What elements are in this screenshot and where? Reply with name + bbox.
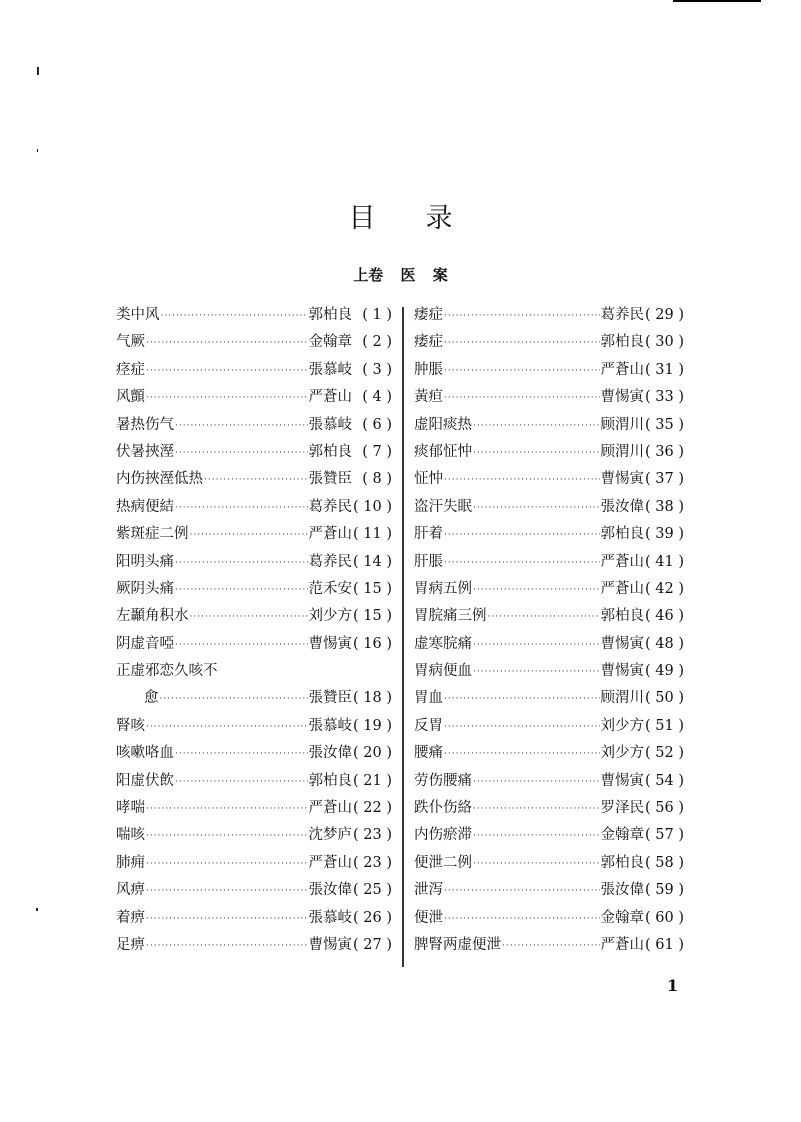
toc-topic: 厥阴头痛	[116, 580, 174, 597]
toc-entry	[414, 769, 684, 796]
toc-author: 严蒼山	[308, 854, 352, 871]
toc-topic: 肿脹	[414, 361, 443, 378]
table-of-contents	[116, 303, 686, 967]
toc-author: 严蒼山	[308, 800, 352, 817]
toc-author: 沈梦庐	[308, 827, 352, 844]
toc-topic: 气厥	[116, 334, 145, 351]
dot-leader	[444, 694, 600, 704]
dot-leader	[444, 914, 600, 924]
scan-edge-bar	[673, 0, 761, 2]
toc-page-ref: ( 16 )	[353, 635, 392, 652]
toc-author: 郭柏良	[308, 443, 352, 460]
toc-entry	[116, 550, 392, 577]
dot-leader	[175, 585, 308, 595]
toc-page-ref: ( 38 )	[645, 498, 684, 515]
toc-author: 严蒼山	[308, 526, 352, 543]
toc-topic: 痿症	[414, 334, 443, 351]
toc-page-ref: ( 31 )	[645, 361, 684, 378]
dot-leader	[473, 585, 600, 595]
toc-topic: 足痹	[116, 936, 145, 953]
page-number: 1	[667, 976, 679, 995]
toc-entry	[116, 714, 392, 741]
toc-topic: 黃疸	[414, 389, 443, 406]
toc-entry	[414, 440, 684, 467]
toc-topic: 阳虚伏飲	[116, 772, 174, 789]
toc-topic: 反胃	[414, 717, 443, 734]
toc-entry	[414, 330, 684, 357]
toc-entry	[116, 659, 392, 686]
toc-page-ref: ( 54 )	[645, 772, 684, 789]
toc-page-ref: ( 3 )	[362, 361, 392, 378]
toc-entry	[116, 467, 392, 494]
toc-topic: 痉症	[116, 361, 145, 378]
toc-page-ref: ( 61 )	[645, 936, 684, 953]
toc-page-ref: ( 50 )	[645, 690, 684, 707]
section-name-2: 案	[432, 266, 448, 284]
toc-author: 曹惕寅	[600, 663, 644, 680]
toc-topic: 脾腎两虚便泄	[414, 936, 501, 953]
toc-author: 葛养民	[600, 307, 644, 323]
toc-author: 金翰章	[308, 334, 352, 351]
dot-leader	[444, 393, 600, 403]
dot-leader	[502, 941, 600, 951]
toc-author: 刘少方	[600, 717, 644, 734]
dot-leader	[444, 338, 600, 348]
toc-topic: 盗汗失眠	[414, 498, 472, 515]
toc-topic: 阴虚音啞	[116, 635, 174, 652]
toc-page-ref: ( 27 )	[353, 936, 392, 953]
toc-author: 严蒼山	[308, 389, 352, 406]
toc-page-ref: ( 46 )	[645, 608, 684, 625]
toc-entry	[116, 577, 392, 604]
toc-entry	[414, 550, 684, 577]
toc-page-ref: ( 25 )	[353, 882, 392, 899]
toc-page-ref: ( 56 )	[645, 800, 684, 817]
toc-topic: 肝脹	[414, 553, 443, 570]
toc-author: 曹惕寅	[600, 635, 644, 652]
toc-right-column	[414, 303, 684, 967]
toc-page-ref: ( 60 )	[645, 909, 684, 926]
toc-page-ref: ( 20 )	[353, 745, 392, 762]
toc-page-ref: ( 1 )	[362, 307, 392, 323]
dot-leader	[444, 475, 600, 485]
toc-author: 曹惕寅	[600, 471, 644, 488]
toc-author: 葛养民	[308, 498, 352, 515]
dot-leader	[444, 311, 600, 321]
toc-topic: 痿症	[414, 307, 443, 323]
toc-author: 郭柏良	[600, 334, 644, 351]
dot-leader	[146, 393, 308, 403]
toc-page-ref: ( 30 )	[645, 334, 684, 351]
page-title: 目录	[348, 203, 503, 234]
toc-entry	[116, 385, 392, 412]
toc-entry	[414, 714, 684, 741]
column-divider	[402, 307, 404, 967]
margin-mark	[36, 908, 38, 911]
dot-leader	[473, 503, 600, 513]
toc-topic: 胃脘痛三例	[414, 608, 487, 625]
toc-author: 严蒼山	[600, 361, 644, 378]
toc-topic: 胃血	[414, 690, 443, 707]
toc-author: 張贊臣	[308, 690, 352, 707]
toc-page-ref: ( 37 )	[645, 471, 684, 488]
toc-left-column	[116, 303, 392, 967]
toc-entry	[414, 385, 684, 412]
dot-leader	[146, 914, 308, 924]
toc-author: 張汝偉	[308, 882, 352, 899]
toc-page-ref: ( 2 )	[362, 334, 392, 351]
toc-topic: 哮喘	[116, 800, 145, 817]
toc-entry	[414, 851, 684, 878]
toc-entry	[414, 467, 684, 494]
toc-topic: 着痹	[116, 909, 145, 926]
toc-page-ref: ( 10 )	[353, 498, 392, 515]
dot-leader	[473, 640, 600, 650]
dot-leader	[444, 749, 600, 759]
dot-leader	[473, 448, 600, 458]
toc-topic: 喘咳	[116, 827, 145, 844]
dot-leader	[473, 859, 600, 869]
dot-leader	[175, 448, 308, 458]
toc-topic: 愈	[144, 690, 159, 707]
toc-entry	[414, 659, 684, 686]
toc-topic: 肺痈	[116, 854, 145, 871]
dot-leader	[473, 831, 600, 841]
toc-entry	[116, 604, 392, 631]
toc-page-ref: ( 6 )	[362, 416, 392, 433]
toc-entry	[116, 906, 392, 933]
toc-page-ref: ( 58 )	[645, 854, 684, 871]
dot-leader	[175, 640, 308, 650]
toc-page-ref: ( 8 )	[362, 471, 392, 488]
toc-entry	[414, 632, 684, 659]
toc-entry	[116, 440, 392, 467]
dot-leader	[146, 366, 308, 376]
toc-author: 張慕岐	[308, 416, 352, 433]
dot-leader	[146, 722, 308, 732]
toc-page-ref: ( 18 )	[353, 690, 392, 707]
dot-leader	[204, 475, 308, 485]
toc-topic: 正虚邪恋久咳不	[116, 663, 218, 680]
toc-page-ref: ( 36 )	[645, 443, 684, 460]
toc-page-ref: ( 35 )	[645, 416, 684, 433]
dot-leader	[444, 530, 600, 540]
toc-author: 刘少方	[600, 745, 644, 762]
toc-author: 罗泽民	[600, 800, 644, 817]
dot-leader	[160, 694, 308, 704]
dot-leader	[175, 503, 308, 513]
toc-entry	[116, 823, 392, 850]
toc-page-ref: ( 59 )	[645, 882, 684, 899]
dot-leader	[161, 311, 308, 321]
toc-page-ref: ( 49 )	[645, 663, 684, 680]
toc-topic: 腎咳	[116, 717, 145, 734]
toc-topic: 虚寒脘痛	[414, 635, 472, 652]
dot-leader	[146, 941, 308, 951]
toc-topic: 便泄二例	[414, 854, 472, 871]
dot-leader	[444, 366, 600, 376]
toc-entry	[414, 741, 684, 768]
toc-author: 曹惕寅	[600, 389, 644, 406]
toc-author: 張慕岐	[308, 717, 352, 734]
toc-topic: 跌仆伤絡	[414, 800, 472, 817]
toc-topic: 劳伤腰痛	[414, 772, 472, 789]
toc-topic: 内伤挾溼低热	[116, 471, 203, 488]
toc-topic: 紫斑症二例	[116, 526, 189, 543]
toc-page-ref: ( 4 )	[362, 389, 392, 406]
toc-author: 郭柏良	[600, 526, 644, 543]
toc-topic: 泄泻	[414, 882, 443, 899]
toc-entry	[414, 796, 684, 823]
toc-entry	[414, 495, 684, 522]
dot-leader	[146, 338, 308, 348]
toc-entry	[116, 796, 392, 823]
toc-topic: 类中风	[116, 307, 160, 323]
toc-topic: 暑热伤气	[116, 416, 174, 433]
toc-topic: 胃病便血	[414, 663, 472, 680]
toc-author: 严蒼山	[600, 553, 644, 570]
toc-topic: 热病便結	[116, 498, 174, 515]
toc-author: 顾渭川	[600, 443, 644, 460]
toc-entry	[414, 686, 684, 713]
toc-page-ref: ( 14 )	[353, 553, 392, 570]
toc-author: 郭柏良	[308, 307, 352, 323]
toc-entry	[116, 878, 392, 905]
toc-topic: 风痹	[116, 882, 145, 899]
toc-entry	[116, 632, 392, 659]
toc-page-ref: ( 42 )	[645, 580, 684, 597]
toc-entry	[116, 358, 392, 385]
toc-topic: 怔忡	[414, 471, 443, 488]
dot-leader	[146, 859, 308, 869]
toc-entry	[116, 686, 392, 713]
toc-topic: 风顫	[116, 389, 145, 406]
toc-topic: 伏暑挾溼	[116, 443, 174, 460]
toc-entry	[116, 303, 392, 330]
toc-entry	[414, 906, 684, 933]
dot-leader	[175, 421, 308, 431]
toc-page-ref: ( 33 )	[645, 389, 684, 406]
dot-leader	[473, 667, 600, 677]
dot-leader	[473, 804, 600, 814]
toc-topic: 便泄	[414, 909, 443, 926]
toc-entry	[116, 495, 392, 522]
toc-page-ref: ( 11 )	[353, 526, 392, 543]
toc-entry	[116, 769, 392, 796]
toc-entry	[116, 413, 392, 440]
toc-page-ref: ( 41 )	[645, 553, 684, 570]
toc-author: 曹惕寅	[600, 772, 644, 789]
section-heading	[0, 264, 801, 285]
toc-page-ref: ( 22 )	[353, 800, 392, 817]
margin-mark	[37, 149, 38, 152]
toc-author: 郭柏良	[600, 854, 644, 871]
dot-leader	[473, 421, 600, 431]
toc-topic: 咳嗽咯血	[116, 745, 174, 762]
toc-author: 顾渭川	[600, 416, 644, 433]
toc-entry	[414, 577, 684, 604]
toc-topic: 内伤瘀滞	[414, 827, 472, 844]
toc-page-ref: ( 21 )	[353, 772, 392, 789]
dot-leader	[175, 558, 308, 568]
toc-entry	[414, 303, 684, 330]
toc-author: 范禾安	[308, 580, 352, 597]
toc-entry	[116, 933, 392, 960]
toc-page-ref: ( 57 )	[645, 827, 684, 844]
dot-leader	[146, 831, 308, 841]
toc-author: 金翰章	[600, 827, 644, 844]
toc-page-ref: ( 19 )	[353, 717, 392, 734]
toc-author: 張慕岐	[308, 909, 352, 926]
toc-page-ref: ( 26 )	[353, 909, 392, 926]
toc-page-ref: ( 7 )	[362, 443, 392, 460]
toc-entry	[414, 522, 684, 549]
toc-entry	[414, 878, 684, 905]
toc-author: 郭柏良	[600, 608, 644, 625]
toc-author: 張汝偉	[600, 882, 644, 899]
dot-leader	[473, 777, 600, 787]
toc-page-ref: ( 39 )	[645, 526, 684, 543]
dot-leader	[444, 558, 600, 568]
dot-leader	[190, 530, 308, 540]
toc-page-ref: ( 51 )	[645, 717, 684, 734]
toc-author: 張汝偉	[308, 745, 352, 762]
toc-author: 严蒼山	[600, 580, 644, 597]
dot-leader	[190, 612, 308, 622]
toc-entry	[116, 522, 392, 549]
toc-page-ref: ( 52 )	[645, 745, 684, 762]
toc-topic: 肝着	[414, 526, 443, 543]
toc-author: 郭柏良	[308, 772, 352, 789]
toc-topic: 左顳角积水	[116, 608, 189, 625]
toc-page-ref: ( 23 )	[353, 854, 392, 871]
toc-author: 張贊臣	[308, 471, 352, 488]
dot-leader	[146, 804, 308, 814]
toc-author: 严蒼山	[600, 936, 644, 953]
toc-entry	[116, 330, 392, 357]
toc-entry	[414, 413, 684, 440]
toc-topic: 痰郁怔忡	[414, 443, 472, 460]
section-part: 上卷	[353, 266, 384, 284]
toc-topic: 腰痛	[414, 745, 443, 762]
section-name-1: 医	[400, 266, 416, 284]
toc-page-ref: ( 15 )	[353, 608, 392, 625]
dot-leader	[175, 777, 308, 787]
toc-page-ref: ( 23 )	[353, 827, 392, 844]
toc-author: 金翰章	[600, 909, 644, 926]
toc-entry	[414, 358, 684, 385]
dot-leader	[444, 886, 600, 896]
toc-author: 刘少方	[308, 608, 352, 625]
toc-author: 張汝偉	[600, 498, 644, 515]
toc-author: 曹惕寅	[308, 936, 352, 953]
toc-author: 曹惕寅	[308, 635, 352, 652]
toc-author: 葛养民	[308, 553, 352, 570]
toc-entry	[414, 823, 684, 850]
toc-page-ref: ( 15 )	[353, 580, 392, 597]
toc-page-ref: ( 48 )	[645, 635, 684, 652]
margin-mark	[37, 67, 39, 75]
toc-topic: 胃病五例	[414, 580, 472, 597]
toc-entry	[116, 741, 392, 768]
toc-author: 張慕岐	[308, 361, 352, 378]
toc-entry	[116, 851, 392, 878]
toc-author: 顾渭川	[600, 690, 644, 707]
toc-page-ref: ( 29 )	[645, 307, 684, 323]
dot-leader	[175, 749, 308, 759]
toc-topic: 阳明头痛	[116, 553, 174, 570]
toc-entry	[414, 604, 684, 631]
dot-leader	[488, 612, 600, 622]
toc-entry	[414, 933, 684, 960]
dot-leader	[444, 722, 600, 732]
dot-leader	[146, 886, 308, 896]
toc-topic: 虚阳痰热	[414, 416, 472, 433]
